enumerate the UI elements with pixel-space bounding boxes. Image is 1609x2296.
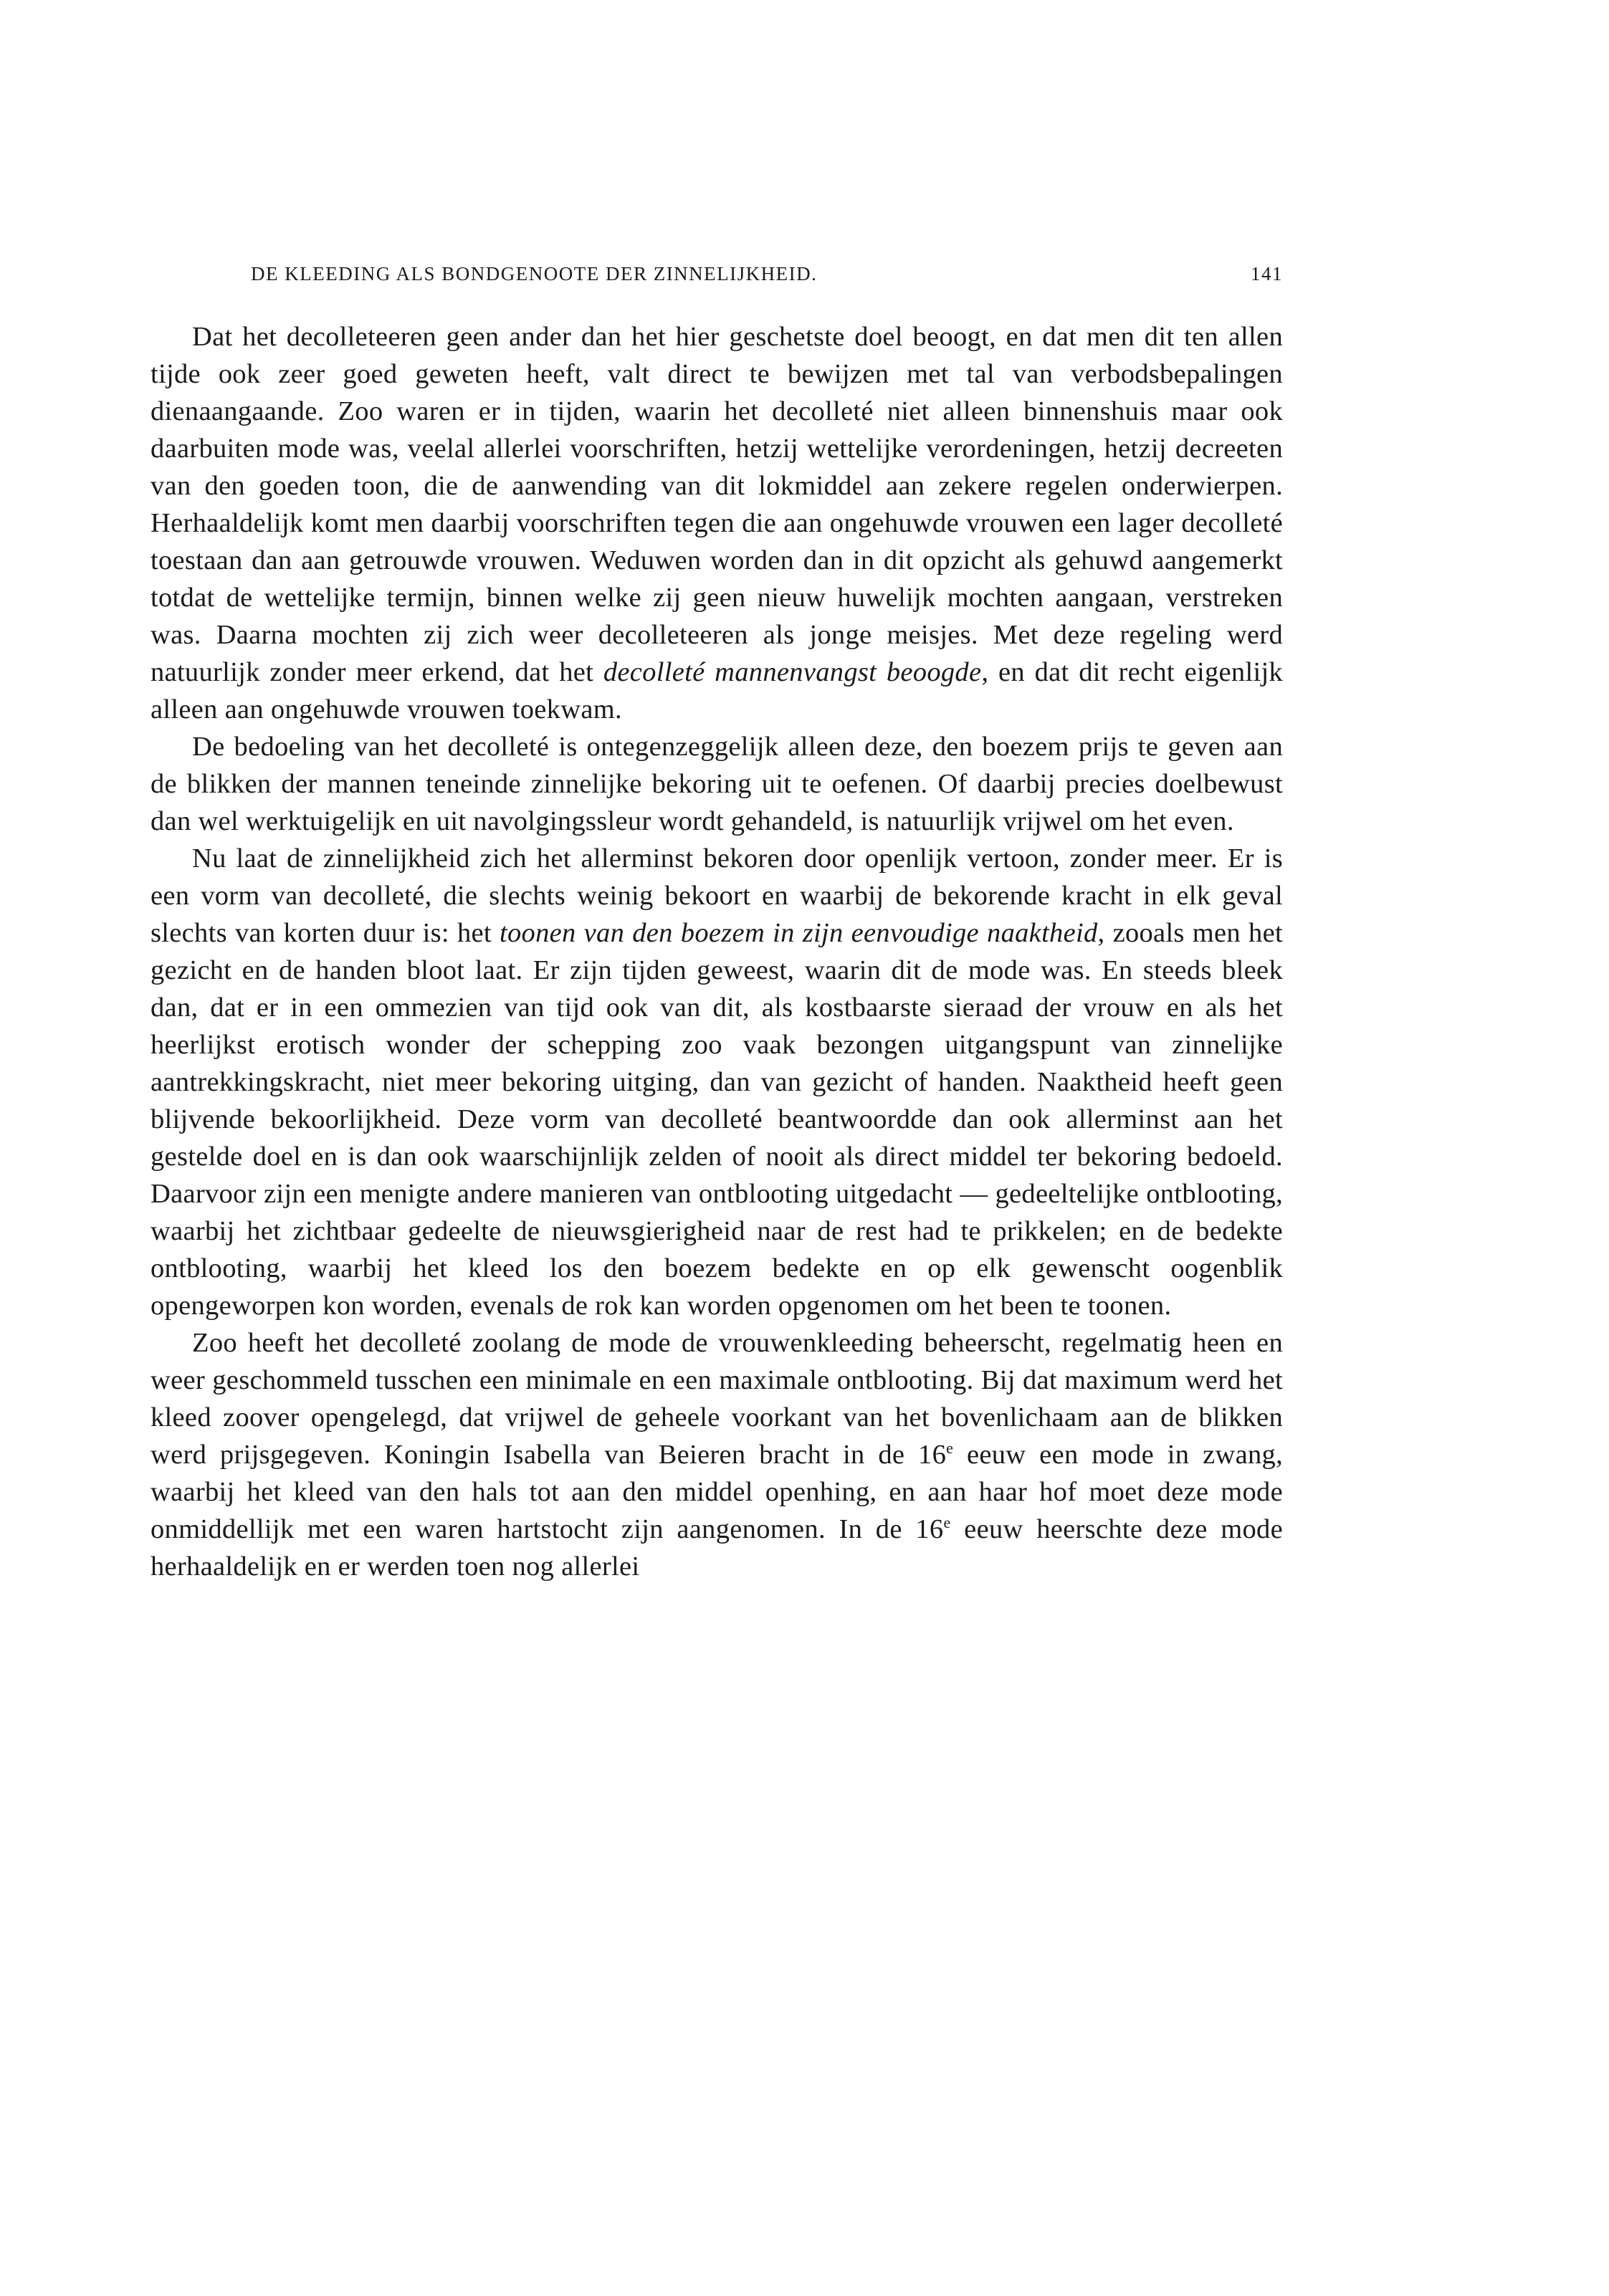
superscript-e-1: e	[946, 1439, 954, 1458]
running-header	[151, 259, 1283, 288]
paragraph-1-text: Dat het decolleteeren geen ander dan het hier geschetste doel beoogt, en dat men dit ten allen tijde ook zeer goed geweten heeft, valt direct te bewijzen met tal van verbodsbepalingen dienaangaande. Zoo waren er in tijden, waarin het decolleté niet alleen binnenshuis maar ook daarbuiten mode was, veelal allerlei voorschriften, hetzij wettelijke verordeningen, hetzij decreeten van den goeden toon, die de aanwending van dit lokmiddel aan zekere regelen onderwierpen. Herhaaldelijk komt men daarbij voorschriften tegen die aan ongehuwde vrouwen een lager decolleté toestaan dan aan getrouwde vrouwen. Weduwen worden dan in dit opzicht als gehuwd aangemerkt totdat de wettelijke termijn, binnen welke zij geen nieuw huwelijk mochten aangaan, verstreken was. Daarna mochten zij zich weer decolleteeren als jonge meisjes. Met deze regeling werd natuurlijk zonder meer erkend, dat het	[151, 322, 1283, 687]
superscript-e-2: e	[943, 1513, 951, 1532]
paragraph-4	[151, 1324, 1283, 1585]
paragraph-2	[151, 728, 1283, 840]
paragraph-4-text: Zoo heeft het decolleté zoolang de mode de vrouwenkleeding beheerscht, regelmatig heen en weer geschommeld tusschen een minimale en een maximale ontblooting. Bij dat maximum werd het kleed zoover opengelegd, dat vrijwel de geheele voorkant van het bovenlichaam aan de blikken werd prijsgegeven. Koningin Isabella van Beieren bracht in de 16	[151, 1328, 1283, 1470]
paragraph-1	[151, 318, 1283, 728]
paragraph-3-text-after: zooals men het gezicht en de handen bloot laat. Er zijn tijden geweest, waarin dit de mode was. En steeds bleek dan, dat er in een ommezien van tijd ook van dit, als kostbaarste sieraad der vrouw en als het heerlijkst erotisch wonder der schepping zoo vaak bezongen uitgangspunt van zinnelijke aantrekkingskracht, niet meer bekoring uitging, dan van gezicht of handen. Naaktheid heeft geen blijvende bekoorlijkheid. Deze vorm van decolleté beantwoordde dan ook allerminst aan het gestelde doel en is dan ook waarschijnlijk zelden of nooit als direct middel ter bekoring bedoeld. Daarvoor zijn een menigte andere manieren van ontblooting uitgedacht — gedeeltelijke ontblooting, waarbij het zichtbaar gedeelte de nieuwsgierigheid naar de rest had te prikkelen; en de bedekte ontblooting, waarbij het kleed los den boezem bedekte en op elk gewenscht oogenblik opengeworpen kon worden, evenals de rok kan worden opgenomen om het been te toonen.	[151, 918, 1283, 1321]
paragraph-2-text: De bedoeling van het decolleté is ontegenzeggelijk alleen deze, den boezem prijs te geven aan de blikken der mannen teneinde zinnelijke bekoring uit te oefenen. Of daarbij precies doelbewust dan wel werktuigelijk en uit navolgingssleur wordt gehandeld, is natuurlijk vrijwel om het even.	[151, 732, 1283, 836]
paragraph-4-text-after: eeuw heerschte deze mode herhaaldelijk en er werden toen nog allerlei	[151, 1514, 1283, 1582]
paragraph-3-text: Nu laat de zinnelijkheid zich het allerminst bekoren door openlijk vertoon, zonder meer. Er is een vorm van decolleté, die slechts weinig bekoort en waarbij de bekorende kracht in elk geval slechts van korten duur is: het	[151, 843, 1283, 948]
paragraph-3-italic: toonen van den boezem in zijn eenvoudige naaktheid,	[499, 918, 1105, 948]
paragraph-4-text-mid: eeuw een mode in zwang, waarbij het kleed van den hals tot aan den middel openhing, en aan haar hof moet deze mode onmiddellijk met een waren hartstocht zijn aangenomen. In de 16	[151, 1440, 1283, 1544]
page-number: 141	[1251, 263, 1283, 284]
paragraph-1-italic: decolleté mannenvangst beoogde,	[603, 657, 989, 687]
paragraph-1-text-after: en dat dit recht eigenlijk alleen aan ongehuwde vrouwen toekwam.	[151, 657, 1283, 724]
paragraph-3	[151, 840, 1283, 1324]
book-page	[151, 259, 1283, 1585]
body-text	[151, 318, 1283, 1585]
running-title: DE KLEEDING ALS BONDGENOOTE DER ZINNELIJKHEID.	[251, 263, 818, 284]
